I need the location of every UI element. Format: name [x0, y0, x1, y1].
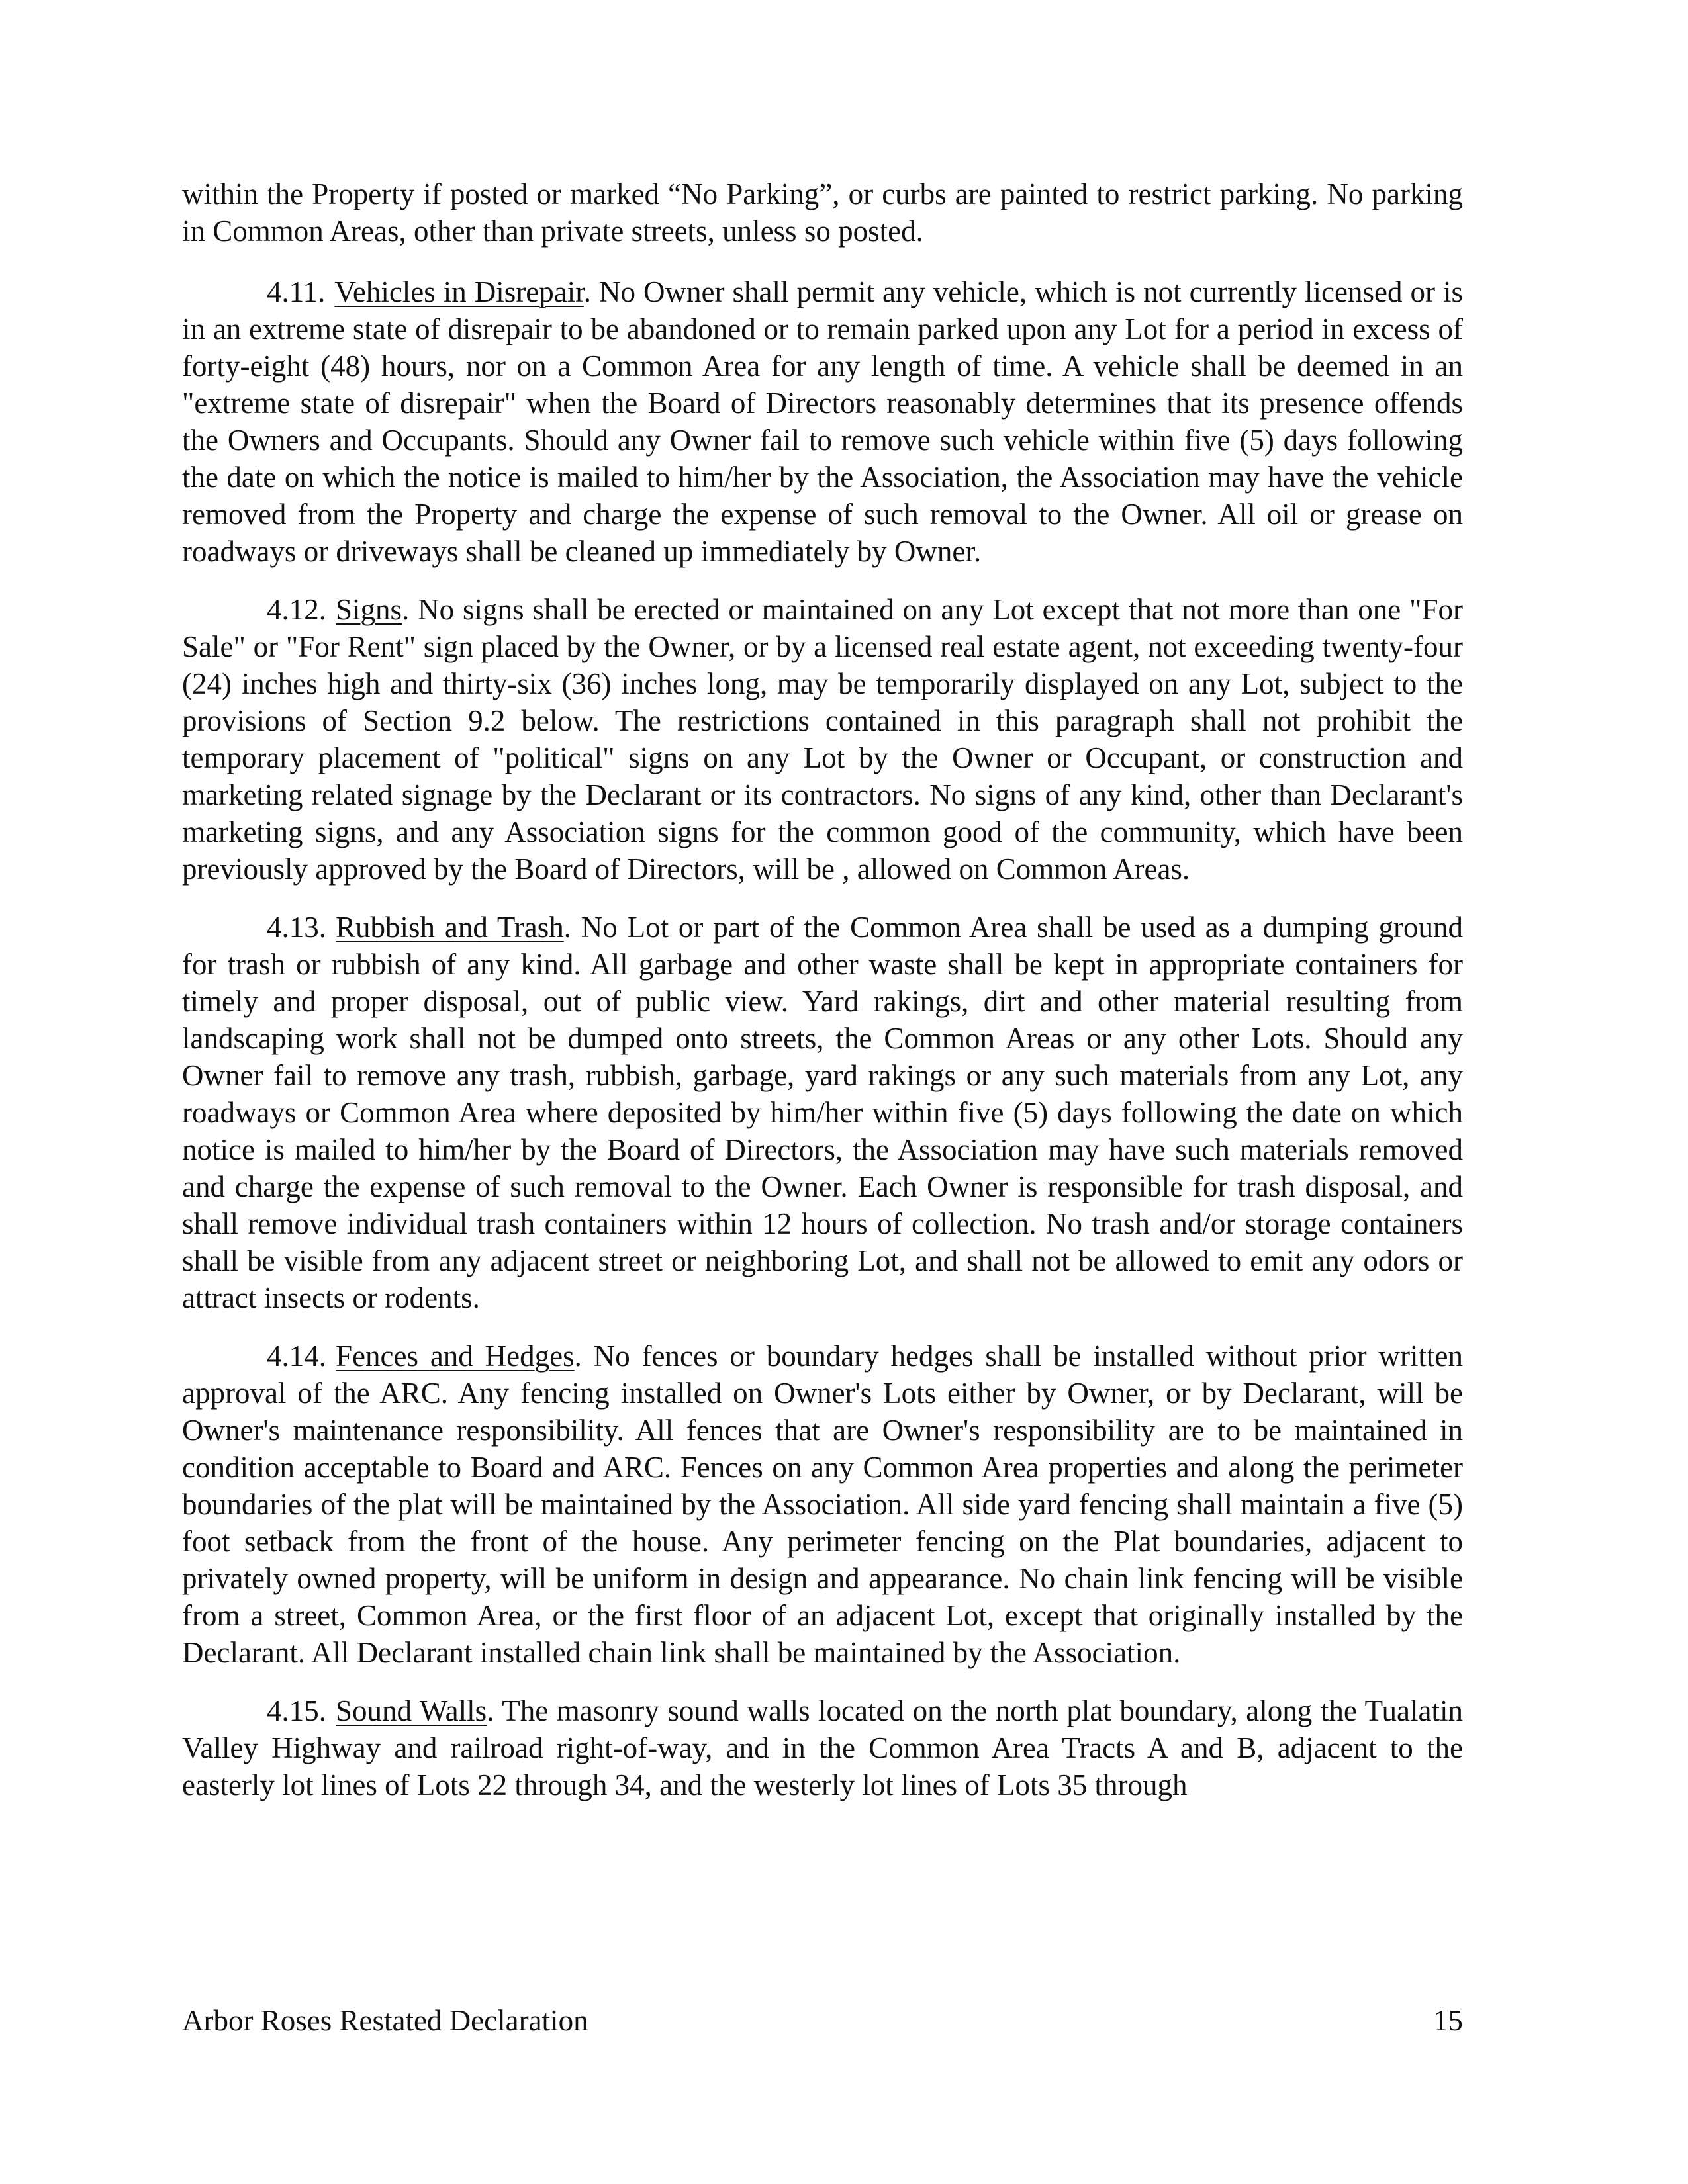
section-body: . No Owner shall permit any vehicle, which is not currently licensed or is in an extreme state of disrepair to be abandoned or to remain parked upon any Lot for a period in excess of forty-eight (48) hours, nor on a Common Area for any length of time. A vehicle shall be deemed in an "extreme state of disrepair" when the Board of Directors reasonably determines that its presence offends the Owners and Occupants. Should any Owner fail to remove such vehicle within five (5) days following the date on which the notice is mailed to him/her by the Association, the Association may have the vehicle removed from the Property and charge the expense of such removal to the Owner. All oil or grease on roadways or driveways shall be cleaned up immediately by Owner. — [182, 275, 1464, 568]
document-page — [182, 175, 1463, 1825]
section-4-13 — [182, 909, 1463, 1316]
section-title: Fences and Hedges — [336, 1340, 575, 1373]
page-number: 15 — [1433, 2004, 1463, 2037]
section-4-15 — [182, 1692, 1463, 1803]
footer-title: Arbor Roses Restated Declaration — [182, 2004, 588, 2037]
section-4-12 — [182, 591, 1463, 887]
section-body: . The masonry sound walls located on the north plat boundary, along the Tualatin Valley Highway and railroad right-of-way, and in the Common Area Tracts A and B, adjacent to the easterly lot lines of Lots 22 through 34, and the westerly lot lines of Lots 35 through — [182, 1694, 1463, 1801]
section-number: 4.14. — [267, 1340, 326, 1373]
section-4-14 — [182, 1338, 1463, 1671]
section-number: 4.12. — [267, 593, 326, 626]
section-4-11 — [182, 273, 1463, 570]
section-body: . No Lot or part of the Common Area shall be used as a dumping ground for trash or rubbish of any kind. All garbage and other waste shall be kept in appropriate containers for timely and proper disposal, out of public view. Yard rakings, dirt and other material resulting from landscaping work shall not be dumped onto streets, the Common Areas or any other Lots. Should any Owner fail to remove any trash, rubbish, garbage, yard rakings or any such materials from any Lot, any roadways or Common Area where deposited by him/her within five (5) days following the date on which notice is mailed to him/her by the Board of Directors, the Association may have such materials removed and charge the expense of such removal to the Owner. Each Owner is responsible for trash disposal, and shall remove individual trash containers within 12 hours of collection. No trash and/or storage containers shall be visible from any adjacent street or neighboring Lot, and shall not be allowed to emit any odors or attract insects or rodents. — [182, 911, 1463, 1314]
section-number: 4.15. — [267, 1694, 326, 1727]
section-number: 4.11. — [267, 275, 326, 308]
section-body: . No fences or boundary hedges shall be installed without prior written approval of the ARC. Any fencing installed on Owner's Lots either by Owner, or by Declarant, will be Owner's maintenance responsibility. All fences that are Owner's responsibility are to be maintained in condition acceptable to Board and ARC. Fences on any Common Area properties and along the perimeter boundaries of the plat will be maintained by the Association. All side yard fencing shall maintain a five (5) foot setback from the front of the house. Any perimeter fencing on the Plat boundaries, adjacent to privately owned property, will be uniform in design and appearance. No chain link fencing will be visible from a street, Common Area, or the first floor of an adjacent Lot, except that originally installed by the Declarant. All Declarant installed chain link shall be maintained by the Association. — [182, 1340, 1463, 1669]
section-title: Rubbish and Trash — [336, 911, 564, 944]
section-title: Signs — [336, 593, 402, 626]
section-body: . No signs shall be erected or maintained on any Lot except that not more than one "For Sale" or "For Rent" sign placed by the Owner, or by a licensed real estate agent, not exceeding twenty-four (24) inches high and thirty-six (36) inches long, may be temporarily displayed on any Lot, subject to the provisions of Section 9.2 below. The restrictions contained in this paragraph shall not prohibit the temporary placement of "political" signs on any Lot by the Owner or Occupant, or construction and marketing related signage by the Declarant or its contractors. No signs of any kind, other than Declarant's marketing signs, and any Association signs for the common good of the community, which have been previously approved by the Board of Directors, will be , allowed on Common Areas. — [182, 593, 1463, 886]
section-title: Vehicles in Disrepair — [334, 275, 584, 308]
section-number: 4.13. — [267, 911, 326, 944]
section-title: Sound Walls — [336, 1694, 487, 1727]
continuation-paragraph: within the Property if posted or marked “No Parking”, or curbs are painted to restrict parking. No parking in Common Areas, other than private streets, unless so posted. — [182, 177, 1463, 248]
